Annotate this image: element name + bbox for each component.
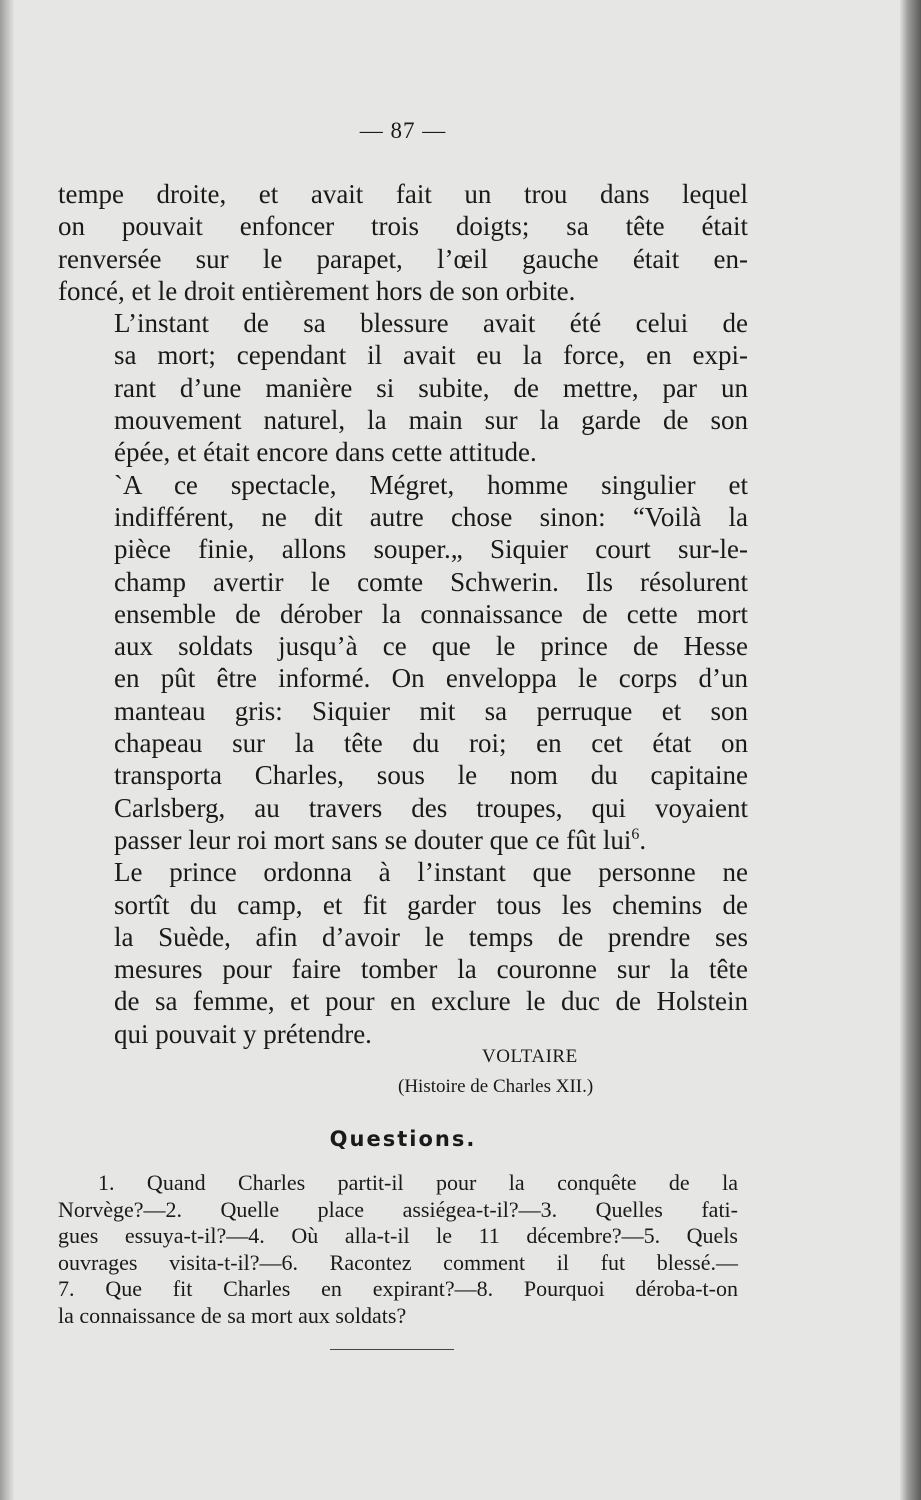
text-line — [58, 824, 748, 856]
text-line-tail: . — [639, 824, 647, 855]
text-line: chapeau sur la tête du roi; en cet état on — [114, 728, 748, 759]
text-line: champ avertir le comte Schwerin. Ils résolurent — [114, 566, 748, 597]
question-line: 7. Que fit Charles en expirant?—8. Pourquoi déroba-t-on — [58, 1276, 738, 1301]
text-line: foncé, et le droit entièrement hors de son orbite. — [58, 275, 576, 306]
paragraph-2 — [58, 307, 748, 468]
text-line: on pouvait enfoncer trois doigts; sa tête était — [58, 211, 748, 242]
text-line: rant d’une manière si subite, de mettre, par un — [114, 372, 748, 403]
text-line-content: passer leur roi mort sans se douter que ce fût lui — [114, 824, 632, 855]
page-number: — 87 — — [359, 118, 447, 143]
author-name: VOLTAIRE — [482, 1046, 578, 1067]
body-text — [58, 178, 748, 1050]
paragraph-3 — [58, 469, 748, 857]
questions-heading: Questions. — [329, 1127, 477, 1151]
text-line: `A ce spectacle, Mégret, homme singulier et — [114, 469, 748, 500]
book-spine-shadow — [0, 0, 14, 1500]
end-rule-divider — [330, 1349, 454, 1350]
text-line: la Suède, afin d’avoir le temps de prendre ses — [114, 921, 748, 952]
text-line: tempe droite, et avait fait un trou dans lequel — [58, 179, 748, 209]
questions-list — [58, 1170, 738, 1329]
question-line: gues essuya-t-il?—4. Où alla-t-il le 11 décembre?—5. Quels — [58, 1223, 738, 1248]
page-edge-shadow — [900, 0, 921, 1500]
text-line: sa mort; cependant il avait eu la force, en expi- — [114, 340, 748, 371]
paragraph-1 — [58, 178, 748, 307]
text-line: aux soldats jusqu’à ce que le prince de Hesse — [114, 631, 748, 662]
text-line: épée, et était encore dans cette attitude. — [114, 437, 537, 468]
text-line: manteau gris: Siquier mit sa perruque et son — [114, 695, 748, 726]
text-line: renversée sur le parapet, l’œil gauche était en- — [58, 243, 748, 274]
text-line: en pût être informé. On enveloppa le corps d’un — [114, 663, 748, 694]
text-line: qui pouvait y prétendre. — [114, 1018, 372, 1049]
text-line: mesures pour faire tomber la couronne sur la tête — [114, 954, 748, 985]
paragraph-4 — [58, 856, 748, 1050]
question-line: la connaissance de sa mort aux soldats? — [58, 1302, 407, 1328]
text-line: transporta Charles, sous le nom du capitaine — [114, 760, 748, 791]
source-title: (Histoire de Charles XII.) — [398, 1076, 594, 1097]
question-line: 1. Quand Charles partit-il pour la conquête de la — [98, 1170, 738, 1195]
text-line: L’instant de sa blessure avait été celui de — [114, 308, 748, 339]
text-line: Le prince ordonna à l’instant que personne ne — [114, 857, 748, 888]
text-line: de sa femme, et pour en exclure le duc de Holstein — [114, 986, 748, 1017]
text-line: indifférent, ne dit autre chose sinon: “Voilà la — [114, 501, 748, 532]
text-line: ensemble de dérober la connaissance de cette mort — [114, 598, 748, 629]
question-line: ouvrages visita-t-il?—6. Racontez comment il fut blessé.— — [58, 1249, 738, 1275]
text-line: mouvement naturel, la main sur la garde de son — [114, 405, 748, 436]
footnote-marker: 6 — [631, 825, 640, 843]
text-line: Carlsberg, au travers des troupes, qui voyaient — [114, 792, 748, 823]
text-line: sortît du camp, et fit garder tous les chemins de — [114, 889, 748, 920]
question-line: Norvège?—2. Quelle place assiégea-t-il?—3. Quelles fati- — [58, 1196, 738, 1222]
text-line: pièce finie, allons souper.„ Siquier court sur-le- — [114, 534, 748, 565]
